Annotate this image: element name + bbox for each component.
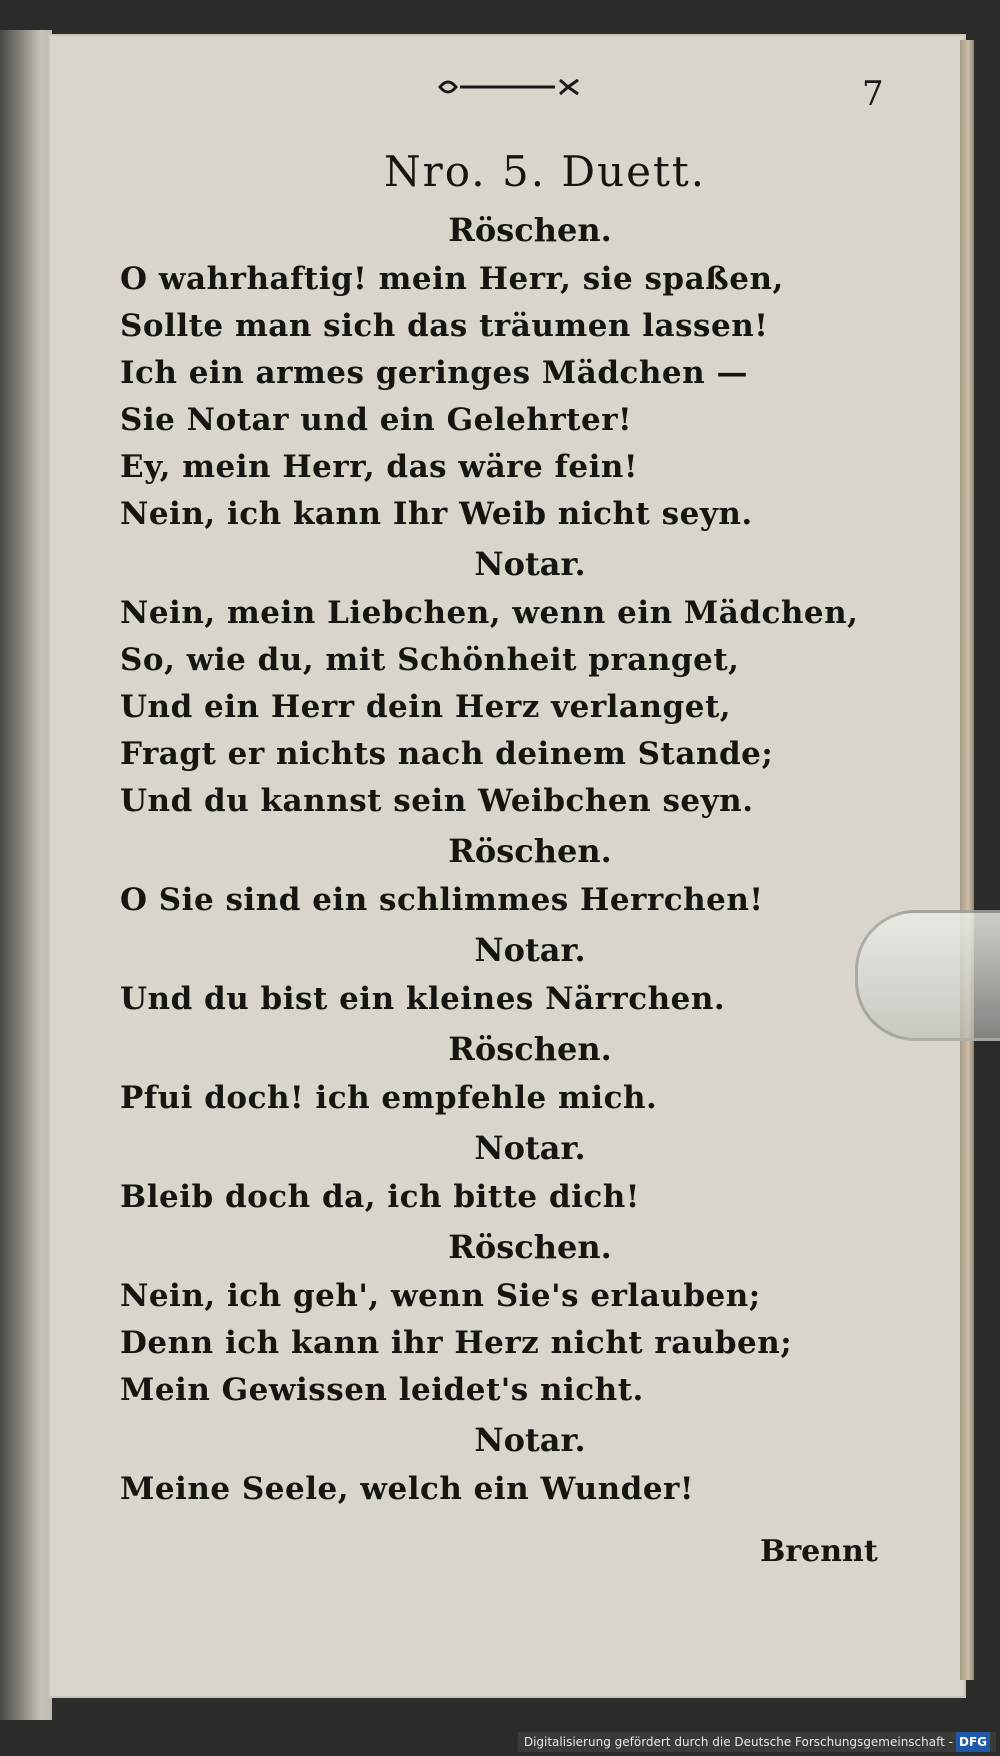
- verse-line: Sie Notar und ein Gelehrter!: [120, 402, 633, 438]
- speaker-label: Röschen.: [448, 832, 612, 870]
- verse-line: Nein, mein Liebchen, wenn ein Mädchen,: [120, 595, 859, 631]
- verse-line: O wahrhaftig! mein Herr, sie spaßen,: [120, 261, 784, 297]
- verse-line: Meine Seele, welch ein Wunder!: [120, 1471, 694, 1507]
- verse-line: Fragt er nichts nach deinem Stande;: [120, 736, 774, 772]
- page-edge: [960, 40, 974, 1680]
- verse-line: Denn ich kann ihr Herz nicht rauben;: [120, 1325, 793, 1361]
- speaker-label: Notar.: [474, 545, 586, 583]
- digitization-credit: [518, 1732, 996, 1752]
- speaker-label: Röschen.: [448, 1030, 612, 1068]
- catchword: Brennt: [760, 1534, 878, 1569]
- text-block: [120, 140, 880, 1513]
- speaker-label: Röschen.: [448, 211, 612, 249]
- ornament-icon: [430, 72, 590, 102]
- page-title: Nro. 5. Duett.: [383, 147, 707, 196]
- verse-line: Nein, ich kann Ihr Weib nicht seyn.: [120, 496, 753, 532]
- speaker-label: Notar.: [474, 1421, 586, 1459]
- verse-line: So, wie du, mit Schönheit pranget,: [120, 642, 740, 678]
- speaker-label: Notar.: [474, 931, 586, 969]
- page-number: 7: [862, 74, 884, 114]
- verse-line: Mein Gewissen leidet's nicht.: [120, 1372, 644, 1408]
- speaker-label: Röschen.: [448, 1228, 612, 1266]
- verse-line: Und ein Herr dein Herz verlanget,: [120, 689, 732, 725]
- verse-line: Pfui doch! ich empfehle mich.: [120, 1080, 658, 1116]
- dfg-logo: DFG: [956, 1732, 990, 1752]
- verse-line: Ey, mein Herr, das wäre fein!: [120, 449, 639, 485]
- book-spine: [0, 30, 52, 1720]
- verse-line: Nein, ich geh', wenn Sie's erlauben;: [120, 1278, 761, 1314]
- verse-line: Ich ein armes geringes Mädchen —: [120, 355, 748, 391]
- speaker-label: Notar.: [474, 1129, 586, 1167]
- page-clip: [855, 910, 1000, 1041]
- credit-text: Digitalisierung gefördert durch die Deutsche Forschungsgemeinschaft -: [523, 1735, 953, 1749]
- verse-line: Bleib doch da, ich bitte dich!: [120, 1179, 640, 1215]
- verse-line: Sollte man sich das träumen lassen!: [120, 308, 769, 344]
- verse-line: Und du bist ein kleines Närrchen.: [120, 981, 726, 1017]
- verse-line: O Sie sind ein schlimmes Herrchen!: [120, 882, 764, 918]
- verse-line: Und du kannst sein Weibchen seyn.: [120, 783, 754, 819]
